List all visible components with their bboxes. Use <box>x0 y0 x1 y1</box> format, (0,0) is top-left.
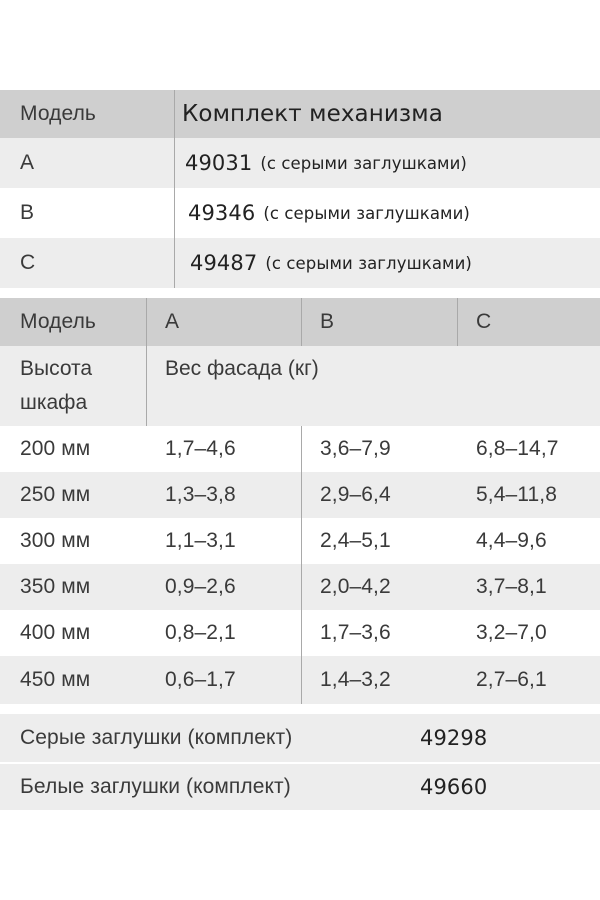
table-row <box>0 564 600 610</box>
weight-divider-b-header <box>301 298 302 346</box>
row-c: 2,7–6,1 <box>476 668 547 691</box>
height-label-line1: Высота <box>20 357 93 380</box>
row-a: 0,6–1,7 <box>165 668 236 691</box>
row-height: 450 мм <box>20 668 91 691</box>
row-c: 6,8–14,7 <box>476 437 559 460</box>
table-row <box>0 238 600 288</box>
height-label-line2: шкафа <box>20 391 88 414</box>
table-row <box>0 138 600 188</box>
table-row <box>0 714 600 762</box>
caps-label: Белые заглушки (комплект) <box>20 775 291 798</box>
kit-row-code: 49487 <box>190 251 258 275</box>
kit-row-value <box>190 238 472 288</box>
row-height: 250 мм <box>20 483 91 506</box>
row-c: 3,7–8,1 <box>476 575 547 598</box>
height-label <box>20 352 92 420</box>
caps-label: Серые заглушки (комплект) <box>20 726 293 749</box>
table-row <box>0 188 600 238</box>
row-c: 5,4–11,8 <box>476 483 557 506</box>
kit-row-value <box>185 138 467 188</box>
weight-table-header <box>0 298 600 346</box>
kit-row-model: A <box>20 151 35 174</box>
row-height: 400 мм <box>20 621 91 644</box>
row-height: 350 мм <box>20 575 91 598</box>
row-height: 200 мм <box>20 437 91 460</box>
weight-header-model: Модель <box>20 310 96 333</box>
row-a: 1,3–3,8 <box>165 483 236 506</box>
row-b: 2,9–6,4 <box>320 483 391 506</box>
row-a: 0,9–2,6 <box>165 575 236 598</box>
kit-row-code: 49031 <box>185 151 253 175</box>
row-height: 300 мм <box>20 529 91 552</box>
weight-header-b: B <box>320 310 335 333</box>
row-a: 1,7–4,6 <box>165 437 236 460</box>
table-row <box>0 656 600 704</box>
row-b: 3,6–7,9 <box>320 437 391 460</box>
kit-row-note: (с серыми заглушками) <box>265 253 472 273</box>
table-row <box>0 764 600 810</box>
row-b: 1,4–3,2 <box>320 668 391 691</box>
table-row <box>0 610 600 656</box>
kit-header-model: Модель <box>20 102 96 125</box>
table-row <box>0 472 600 518</box>
weight-divider-c-header <box>457 298 458 346</box>
weight-header-c: C <box>476 310 492 333</box>
weight-label: Вес фасада (кг) <box>165 357 319 380</box>
kit-row-value <box>188 188 470 238</box>
caps-code: 49660 <box>420 775 488 799</box>
kit-row-model: B <box>20 201 35 224</box>
row-a: 1,1–3,1 <box>165 529 236 552</box>
weight-divider-a <box>146 298 147 426</box>
kit-row-note: (с серыми заглушками) <box>263 203 470 223</box>
weight-table-subheader <box>0 346 600 426</box>
weight-header-a: A <box>165 310 180 333</box>
row-b: 2,4–5,1 <box>320 529 391 552</box>
table-row <box>0 426 600 472</box>
row-c: 3,2–7,0 <box>476 621 547 644</box>
weight-divider-b-body <box>301 426 302 704</box>
row-c: 4,4–9,6 <box>476 529 547 552</box>
row-b: 2,0–4,2 <box>320 575 391 598</box>
kit-row-note: (с серыми заглушками) <box>260 153 467 173</box>
table-row <box>0 518 600 564</box>
row-b: 1,7–3,6 <box>320 621 391 644</box>
kit-row-code: 49346 <box>188 201 256 225</box>
kit-divider <box>174 90 175 288</box>
kit-table-header <box>0 90 600 138</box>
kit-header-kit: Комплект механизма <box>182 101 443 127</box>
kit-row-model: C <box>20 251 36 274</box>
caps-code: 49298 <box>420 726 488 750</box>
row-a: 0,8–2,1 <box>165 621 236 644</box>
